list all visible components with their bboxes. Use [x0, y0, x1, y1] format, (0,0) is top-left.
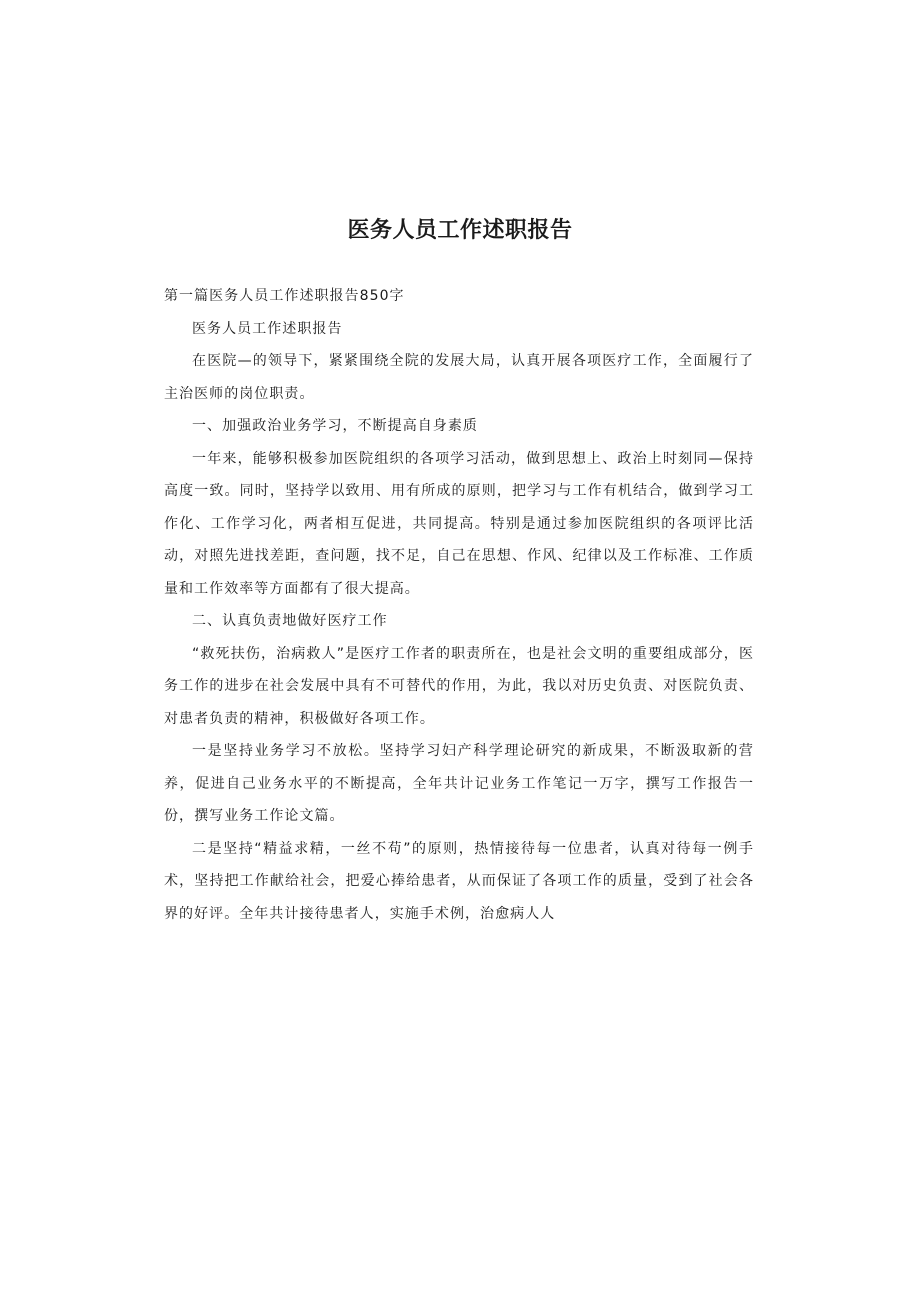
section-heading-2: 二、认真负责地做好医疗工作	[192, 613, 388, 629]
section-heading-1: 一、加强政治业务学习，不断提高自身素质	[192, 418, 478, 434]
document-title: 医务人员工作述职报告	[347, 218, 573, 243]
paragraph-study: 一年来，能够积极参加医院组织的各项学习活动，做到思想上、政治上时刻同—保持高度一致。同时，坚持学以致用、用有所成的原则，把学习与工作有机结合，做到学习工作化、工作学习化，两者相互促进，共同提高。特别是通过参加医院组织的各项评比活动，对照先进找差距，查问题，找不足，自己在思想、作风、纪律以及工作标准、工作质量和工作效率等方面都有了很大提高。	[164, 450, 754, 597]
paragraph-intro: 在医院—的领导下，紧紧围绕全院的发展大局，认真开展各项医疗工作，全面履行了主治医师的岗位职责。	[164, 353, 754, 402]
document-body	[164, 280, 754, 930]
paragraph-heading-1: 第一篇医务人员工作述职报告850字	[164, 288, 405, 304]
paragraph-subtitle: 医务人员工作述职报告	[192, 320, 343, 337]
paragraph-point-2: 二是坚持“精益求精，一丝不苟”的原则，热情接待每一位患者，认真对待每一例手术，坚持把工作献给社会，把爱心捧给患者，从而保证了各项工作的质量，受到了社会各界的好评。全年共计接待患者人，实施手术例，治愈病人人	[164, 840, 754, 922]
paragraph-duty: “救死扶伤，治病救人”是医疗工作者的职责所在，也是社会文明的重要组成部分，医务工作的进步在社会发展中具有不可替代的作用，为此，我以对历史负责、对医院负责、对患者负责的精神，积极做好各项工作。	[164, 645, 754, 727]
paragraph-point-1: 一是坚持业务学习不放松。坚持学习妇产科学理论研究的新成果，不断汲取新的营养，促进自己业务水平的不断提高，全年共计记业务工作笔记一万字，撰写工作报告一份，撰写业务工作论文篇。	[164, 743, 754, 824]
